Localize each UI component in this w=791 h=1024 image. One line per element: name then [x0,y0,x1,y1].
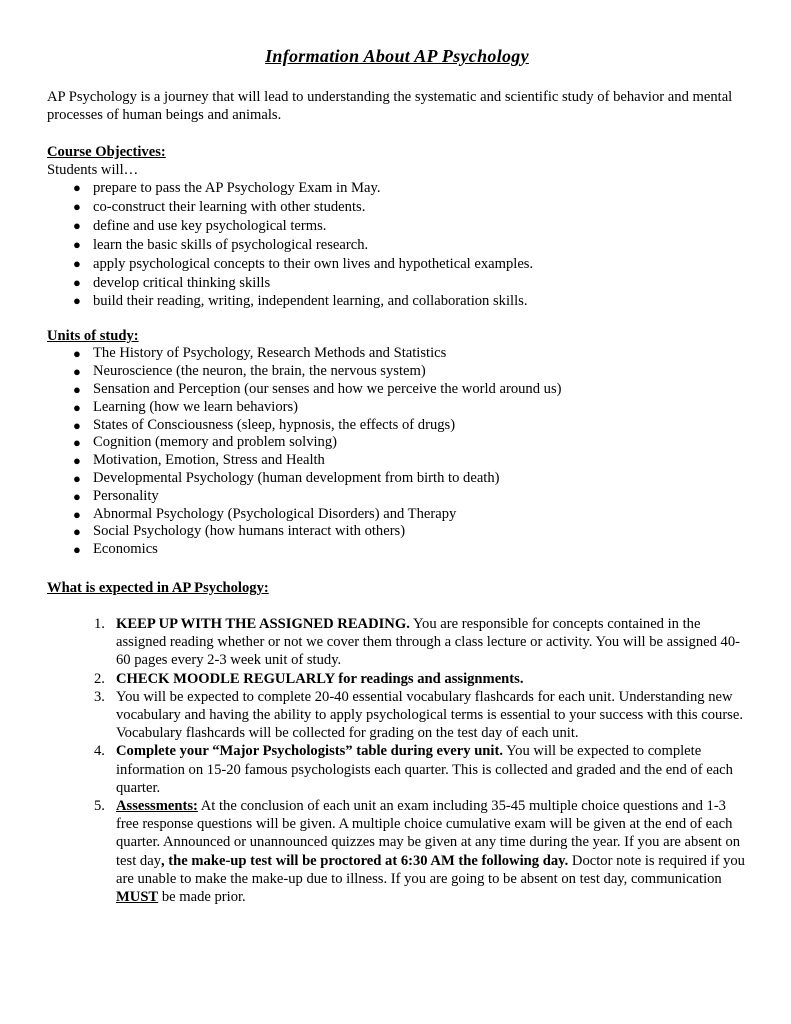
expectations-list [47,615,747,906]
bullet-icon: ● [73,435,81,451]
objectives-list [47,179,747,311]
item-text: Doctor note is required if you are unable to make the make-up due to illness. If you are going to be absent on test day, communication [116,852,745,887]
list-item: ● Learning (how we learn behaviors) [73,398,299,415]
item-text: be made prior. [158,888,246,905]
list-item: ● Economics [73,541,158,558]
bullet-icon: ● [73,346,81,362]
page-title: Information About AP Psychology [265,46,529,66]
bullet-icon: ● [73,399,81,415]
list-item: ● build their reading, writing, independent learning, and collaboration skills. [73,293,528,310]
item-text: At the conclusion of each unit an exam including 35-45 multiple choice questions and 1-3 free response questions will be given. A multiple choice cumulative exam will be given at the end of each quarter. Announced or unannounced quizzes may be given at any time during the year. If you are absent on test day [116,797,741,869]
item-text: You are responsible for concepts contained in the assigned reading whether or not we cover them through a class lecture or activity. You will be assigned 40-60 pages every 2-3 week unit of study. [116,615,740,669]
list-item: ● Abnormal Psychology (Psychological Disorders) and Therapy [73,505,457,522]
list-item: ● co-construct their learning with other students. [73,198,366,215]
list-item: ● Neuroscience (the neuron, the brain, the nervous system) [73,363,426,380]
item-emphasis: CHECK MOODLE REGULARLY for readings and assignments. [116,670,524,687]
list-item [47,670,747,688]
bullet-icon: ● [73,274,81,290]
bullet-icon: ● [73,381,81,397]
list-item: ● The History of Psychology, Research Methods and Statistics [73,345,447,362]
list-item: ● Personality [73,487,159,504]
item-emphasis: KEEP UP WITH THE ASSIGNED READING. [116,615,410,632]
list-item: ● learn the basic skills of psychological research. [73,236,369,253]
item-number: 4. [94,743,105,760]
item-number: 2. [94,670,105,687]
bullet-icon: ● [73,524,81,540]
expectations-heading: What is expected in AP Psychology: [47,579,269,596]
item-number: 5. [94,797,105,814]
item-text: You will be expected to complete 20-40 essential vocabulary flashcards for each unit. Understanding new vocabulary and having the ability to apply psychological terms is essential to your success with this course. Vocabulary flashcards will be collected for grading on the test day of each unit. [116,688,743,742]
bullet-icon: ● [73,293,81,309]
bullet-icon: ● [73,470,81,486]
list-item: ● Developmental Psychology (human development from birth to death) [73,469,500,486]
list-item: ● States of Consciousness (sleep, hypnosis, the effects of drugs) [73,416,456,433]
bullet-icon: ● [73,364,81,380]
list-item: ● apply psychological concepts to their own lives and hypothetical examples. [73,255,534,272]
list-item: ● Cognition (memory and problem solving) [73,434,338,451]
bullet-icon: ● [73,488,81,504]
list-item: ● Sensation and Perception (our senses and how we perceive the world around us) [73,380,562,397]
objectives-heading: Course Objectives: [47,144,166,160]
item-number: 3. [94,688,105,705]
list-item: ● define and use key psychological terms. [73,217,327,234]
bullet-icon: ● [73,255,81,271]
bullet-icon: ● [73,453,81,469]
item-text: You will be expected to complete information on 15-20 famous psychologists each quarter. This is collected and graded and the end of each quarter. [116,743,733,796]
list-item [47,797,747,906]
bullet-icon: ● [73,180,81,195]
item-emphasis: , the make-up test will be proctored at 6:30 AM the following day. [161,852,569,869]
assessments-label: Assessments: [116,797,198,814]
bullet-icon: ● [73,198,81,214]
list-item: ● prepare to pass the AP Psychology Exam in May. [73,180,381,196]
list-item: ● Motivation, Emotion, Stress and Health [73,452,325,469]
bullet-icon: ● [73,236,81,252]
list-item [47,688,747,743]
list-item: ● develop critical thinking skills [73,274,271,291]
list-item: ● Social Psychology (how humans interact with others) [73,523,406,540]
units-list [47,345,747,559]
item-number: 1. [94,615,105,632]
bullet-icon: ● [73,506,81,522]
intro-paragraph: AP Psychology is a journey that will lead to understanding the systematic and scientific study of behavior and mental processes of human beings and animals. [47,89,733,123]
document-page [47,44,747,906]
list-item [47,615,747,670]
bullet-icon: ● [73,542,81,558]
list-item [47,742,747,797]
must-emphasis: MUST [116,888,159,905]
bullet-icon: ● [73,417,81,433]
bullet-icon: ● [73,217,81,233]
units-heading: Units of study: [47,328,139,345]
objectives-lead: Students will… [47,162,139,178]
item-emphasis: Complete your “Major Psychologists” table during every unit. [116,743,503,760]
